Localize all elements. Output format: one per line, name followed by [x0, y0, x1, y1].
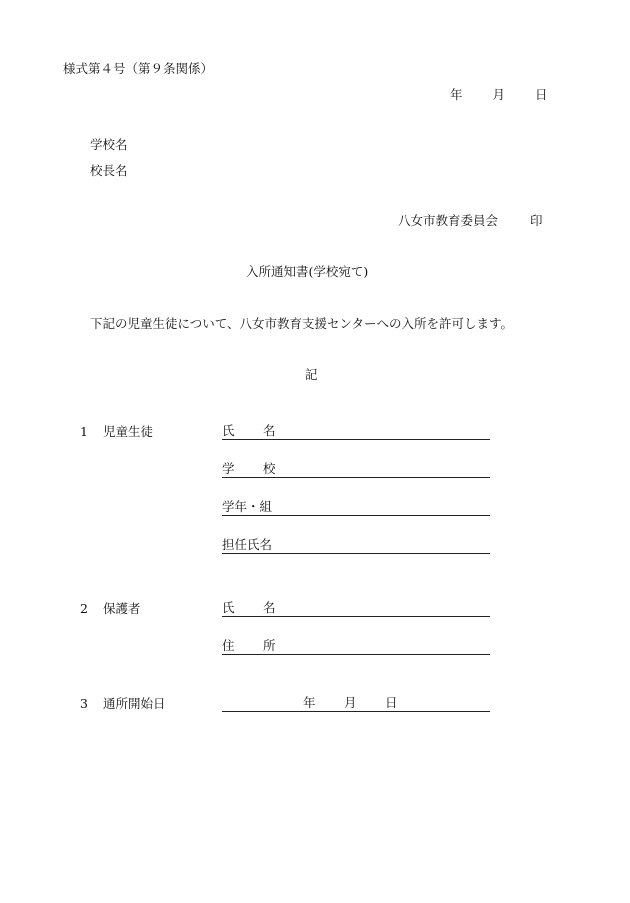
item-1-number: 1 — [80, 424, 88, 439]
guardian-address-field[interactable] — [222, 640, 490, 655]
guardian-name-label-b: 名 — [263, 600, 276, 615]
start-date-year-label: 年 — [303, 695, 316, 710]
ki-heading: 記 — [305, 367, 318, 382]
start-date-field[interactable] — [222, 697, 490, 712]
item-1-heading: 児童生徒 — [103, 424, 154, 439]
item-3-heading: 通所開始日 — [103, 696, 166, 711]
grade-class-field[interactable] — [222, 501, 490, 516]
issuer-name: 八女市教育委員会 — [398, 213, 499, 228]
date-month-label: 月 — [492, 87, 506, 102]
item-2-heading: 保護者 — [103, 601, 141, 616]
guardian-address-label-b: 所 — [263, 638, 276, 653]
form-number: 様式第４号（第９条関係） — [63, 61, 214, 76]
item-3-number: 3 — [80, 696, 88, 711]
student-school-label-a: 学 — [222, 461, 235, 476]
date-year-label: 年 — [450, 87, 463, 102]
guardian-address-label-a: 住 — [222, 638, 235, 653]
student-name-label-a: 氏 — [222, 423, 235, 438]
date-day-label: 日 — [535, 87, 548, 102]
student-school-label-b: 校 — [263, 461, 276, 476]
guardian-name-field[interactable] — [222, 602, 490, 617]
student-name-label-b: 名 — [263, 423, 276, 438]
homeroom-teacher-label: 担任氏名 — [222, 537, 273, 552]
student-school-field[interactable] — [222, 463, 490, 478]
school-name-label: 学校名 — [90, 137, 128, 152]
document-title: 入所通知書(学校宛て) — [246, 264, 369, 279]
start-date-day-label: 日 — [385, 695, 398, 710]
date-header — [450, 89, 548, 102]
item-2-number: 2 — [80, 601, 88, 616]
grade-class-label: 学年・組 — [222, 499, 273, 514]
guardian-name-label-a: 氏 — [222, 600, 235, 615]
student-name-field[interactable] — [222, 425, 490, 440]
seal-mark: 印 — [530, 213, 543, 228]
start-date-month-label: 月 — [344, 695, 357, 710]
principal-name-label: 校長名 — [90, 163, 128, 178]
body-text: 下記の児童生徒について、八女市教育支援センターへの入所を許可します。 — [90, 316, 514, 331]
homeroom-teacher-field[interactable] — [222, 539, 490, 554]
